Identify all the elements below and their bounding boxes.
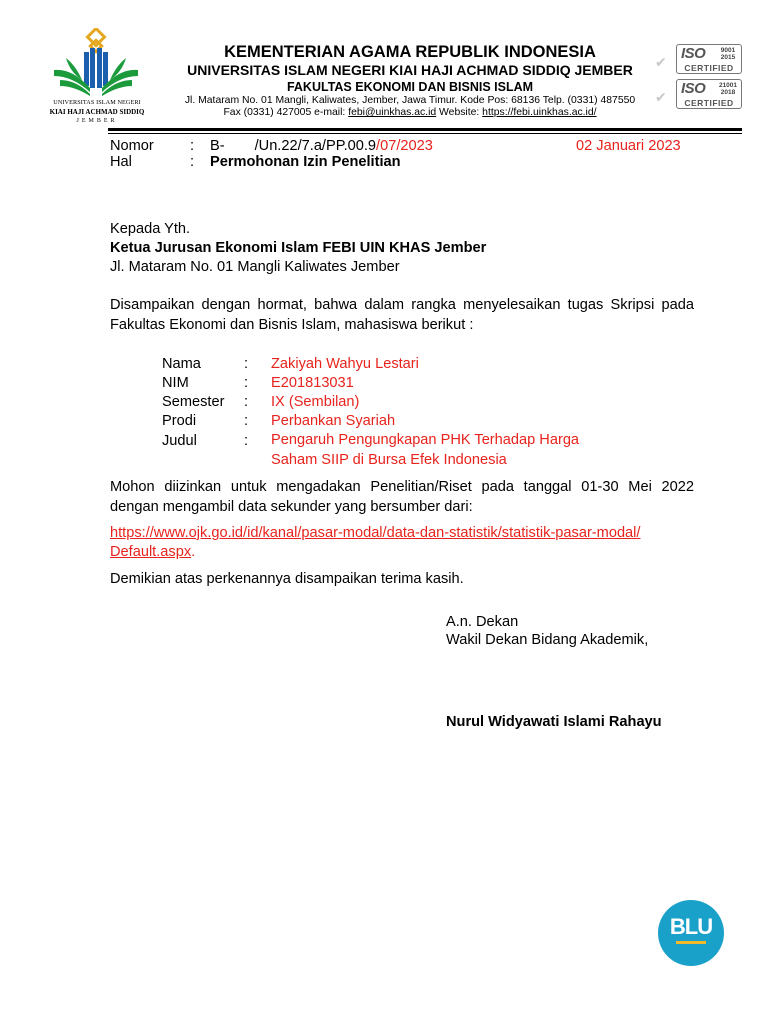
nim-colon: : (244, 375, 249, 391)
address-line: Jl. Mataram No. 01 Mangli, Kaliwates, Jember, Jawa Timur. Kode Pos: 68136 Telp. (0331) 487550 (184, 95, 636, 106)
closing-sentence: Demikian atas perkenannya disampaikan terima kasih. (110, 571, 464, 587)
source-link-cont[interactable]: Default.aspx (110, 544, 192, 560)
judul-colon: : (244, 433, 249, 449)
prodi-colon: : (244, 413, 249, 429)
letter-date: 02 Januari 2023 (576, 138, 681, 154)
hal-value: Permohonan Izin Penelitian (210, 154, 401, 170)
university-heading: UNIVERSITAS ISLAM NEGERI KIAI HAJI ACHMAD SIDDIQ JEMBER (187, 62, 633, 78)
iso-21001-badge (655, 79, 742, 109)
iso-standard-year: 2018 (720, 89, 736, 96)
recipient: Ketua Jurusan Ekonomi Islam FEBI UIN KHAS Jember (110, 240, 487, 256)
nomor-mid: /Un.22/7.a/PP.00.9 (254, 138, 377, 154)
logo-caption-line3: JEMBER (76, 118, 118, 124)
hal-colon: : (190, 154, 195, 170)
check-icon: ✔ (655, 89, 667, 105)
nomor-colon: : (190, 138, 195, 154)
semester-value: IX (Sembilan) (271, 394, 360, 410)
website-link[interactable]: https://febi.uinkhas.ac.id/ (482, 107, 597, 118)
nim-label: NIM (162, 375, 189, 391)
judul-line2: Saham SIIP di Bursa Efek Indonesia (271, 451, 507, 468)
nama-label: Nama (162, 356, 201, 372)
intro-paragraph: Disampaikan dengan hormat, bahwa dalam rangka menyelesaikan tugas Skripsi pada Fakultas Ekonomi dan Bisnis Islam, mahasiswa berikut : (110, 297, 694, 333)
nomor-label: Nomor (110, 138, 154, 154)
prodi-value: Perbankan Syariah (271, 413, 396, 429)
nomor-suffix: /07/2023 (376, 138, 433, 154)
judul-value (271, 431, 631, 470)
hal-label: Hal (110, 154, 132, 170)
blu-logo-text: BLU (669, 914, 713, 939)
signature-an: A.n. Dekan (446, 614, 519, 630)
nama-value: Zakiyah Wahyu Lestari (271, 356, 419, 372)
check-icon: ✔ (655, 54, 667, 70)
signatory-name: Nurul Widyawati Islami Rahayu (446, 714, 662, 730)
iso-word: ISO (681, 80, 706, 97)
nim-value: E201813031 (271, 375, 354, 391)
iso-standard-number: 21001 (718, 82, 738, 89)
signature-title: Wakil Dekan Bidang Akademik, (446, 632, 649, 648)
iso-9001-badge (655, 44, 742, 74)
salutation: Kepada Yth. (110, 221, 191, 237)
letterhead-divider-thin (108, 133, 742, 134)
recipient-address: Jl. Mataram No. 01 Mangli Kaliwates Jember (110, 259, 400, 275)
iso-standard-number: 9001 (720, 47, 736, 54)
ministry-heading: KEMENTERIAN AGAMA REPUBLIK INDONESIA (224, 43, 596, 61)
email-link[interactable]: febi@uinkhas.ac.id (348, 107, 437, 118)
prodi-label: Prodi (162, 413, 197, 429)
iso-certified-label: CERTIFIED (684, 63, 734, 73)
nomor-prefix: B- (210, 138, 225, 154)
iso-standard-year: 2015 (720, 54, 736, 61)
source-link-line1 (110, 524, 640, 542)
judul-line1: Pengaruh Pengungkapan PHK Terhadap Harga (271, 432, 580, 448)
request-paragraph: Mohon diizinkan untuk mengadakan Penelitian/Riset pada tanggal 01-30 Mei 2022 dengan mengambil data sekunder yang bersumber dari: (110, 479, 694, 515)
website-label: Website: (436, 107, 483, 118)
nama-colon: : (244, 356, 249, 372)
blu-logo-underline (676, 941, 706, 944)
logo-caption-line1: UNIVERSITAS ISLAM NEGERI (53, 99, 141, 106)
semester-colon: : (244, 394, 249, 410)
contact-line (150, 107, 670, 118)
letterhead-divider-thick (108, 128, 742, 131)
judul-label: Judul (162, 433, 197, 449)
source-link[interactable]: https://www.ojk.go.id/id/kanal/pasar-modal/data-dan-statistik/statistik-pasar-modal/ (110, 525, 641, 541)
source-link-period: . (191, 544, 196, 560)
university-logo (46, 28, 148, 128)
uin-khas-emblem-icon (46, 28, 148, 100)
semester-label: Semester (162, 394, 225, 410)
fax-text: Fax (0331) 427005 e-mail: (223, 107, 349, 118)
source-link-line2 (110, 543, 195, 561)
iso-certified-label: CERTIFIED (684, 98, 734, 108)
blu-logo (658, 900, 724, 966)
logo-caption-line2: KIAI HAJI ACHMAD SIDDIQ (49, 108, 145, 116)
faculty-heading: FAKULTAS EKONOMI DAN BISNIS ISLAM (286, 80, 534, 94)
iso-word: ISO (681, 45, 706, 62)
